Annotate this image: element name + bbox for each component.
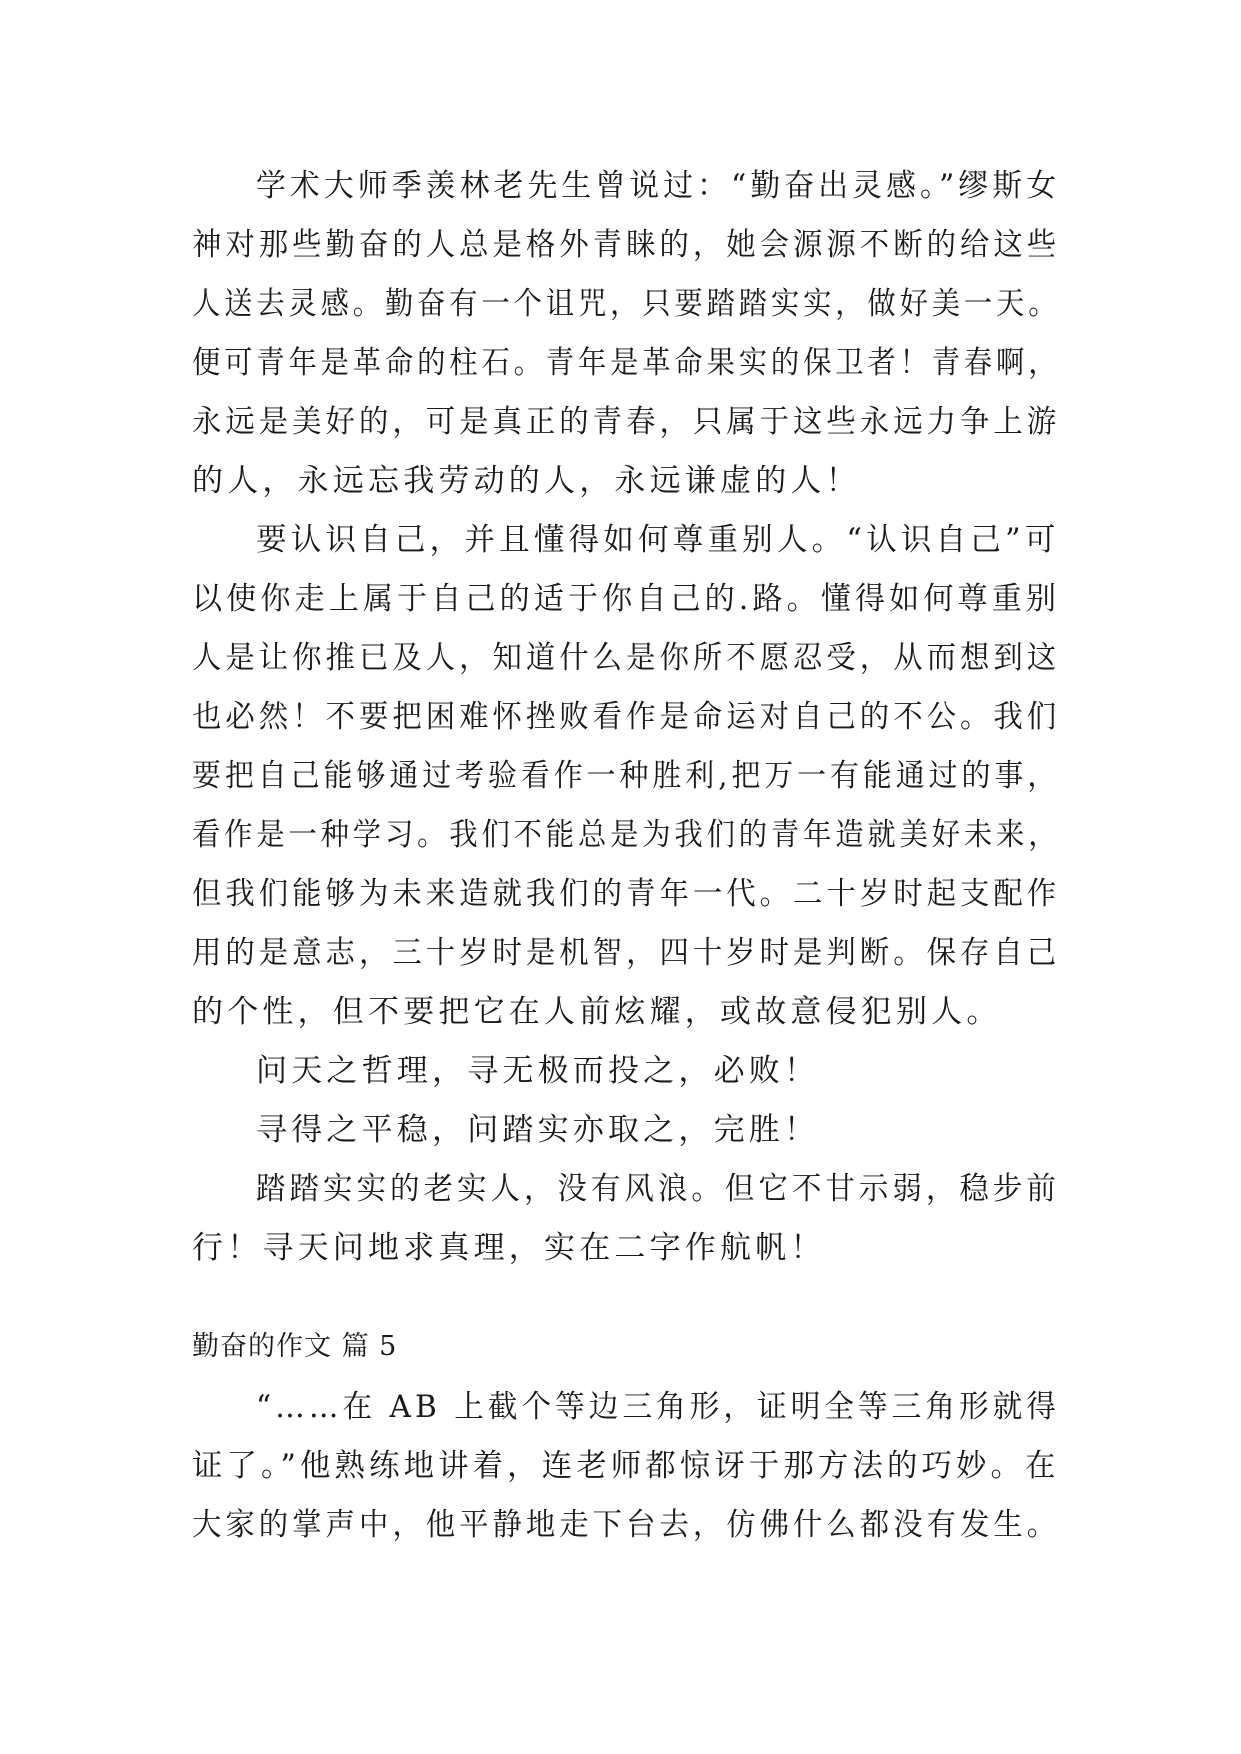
paragraph-line: 的个性，但不要把它在人前炫耀，或故意侵犯别人。 — [192, 994, 1002, 1030]
paragraph-line: 但我们能够为未来造就我们的青年一代。二十岁时起支配作 — [192, 876, 1061, 912]
paragraph-line: 以使你走上属于自己的适于你自己的.路。懂得如何尊重别 — [192, 581, 1061, 617]
paragraph-line: 看作是一种学习。我们不能总是为我们的青年造就美好未来， — [192, 817, 1061, 853]
paragraph-line: 踏踏实实的老实人，没有风浪。但它不甘示弱，稳步前 — [256, 1171, 1060, 1207]
paragraph-line: “……在 AB 上截个等边三角形，证明全等三角形就得 — [256, 1389, 1060, 1425]
paragraph-line: 人送去灵感。勤奋有一个诅咒，只要踏踏实实，做好美一天。 — [192, 286, 1061, 322]
paragraph-line: 大家的掌声中，他平静地走下台去，仿佛什么都没有发生。 — [192, 1507, 1061, 1543]
paragraph-line: 问天之哲理，寻无极而投之，必败！ — [256, 1053, 820, 1089]
paragraph-line: 永远是美好的，可是真正的青春，只属于这些永远力争上游 — [192, 404, 1061, 440]
paragraph-line: 也必然！不要把困难怀挫败看作是命运对自己的不公。我们 — [192, 699, 1061, 735]
paragraph-line: 神对那些勤奋的人总是格外青睐的，她会源源不断的给这些 — [192, 227, 1061, 263]
paragraph-line: 证了。”他熟练地讲着，连老师都惊讶于那方法的巧妙。在 — [192, 1448, 1060, 1484]
section-heading: 勤奋的作文 篇 5 — [192, 1331, 398, 1362]
paragraph-line: 人是让你推已及人，知道什么是你所不愿忍受，从而想到这 — [192, 640, 1061, 676]
paragraph-line: 行！寻天问地求真理，实在二字作航帆！ — [192, 1230, 826, 1266]
paragraph-line: 寻得之平稳，问踏实亦取之，完胜！ — [256, 1112, 820, 1148]
paragraph-line: 学术大师季羡林老先生曾说过：“勤奋出灵感。”缪斯女 — [256, 168, 1061, 204]
paragraph-line: 便可青年是革命的柱石。青年是革命果实的保卫者！青春啊， — [192, 345, 1061, 381]
paragraph-line: 要把自己能够通过考验看作一种胜利,把万一有能通过的事， — [192, 758, 1061, 794]
paragraph-line: 要认识自己，并且懂得如何尊重别人。“认识自己”可 — [256, 522, 1060, 558]
paragraph-line: 的人，永远忘我劳动的人，永远谦虚的人！ — [192, 463, 861, 499]
paragraph-line: 用的是意志，三十岁时是机智，四十岁时是判断。保存自己 — [192, 935, 1061, 971]
